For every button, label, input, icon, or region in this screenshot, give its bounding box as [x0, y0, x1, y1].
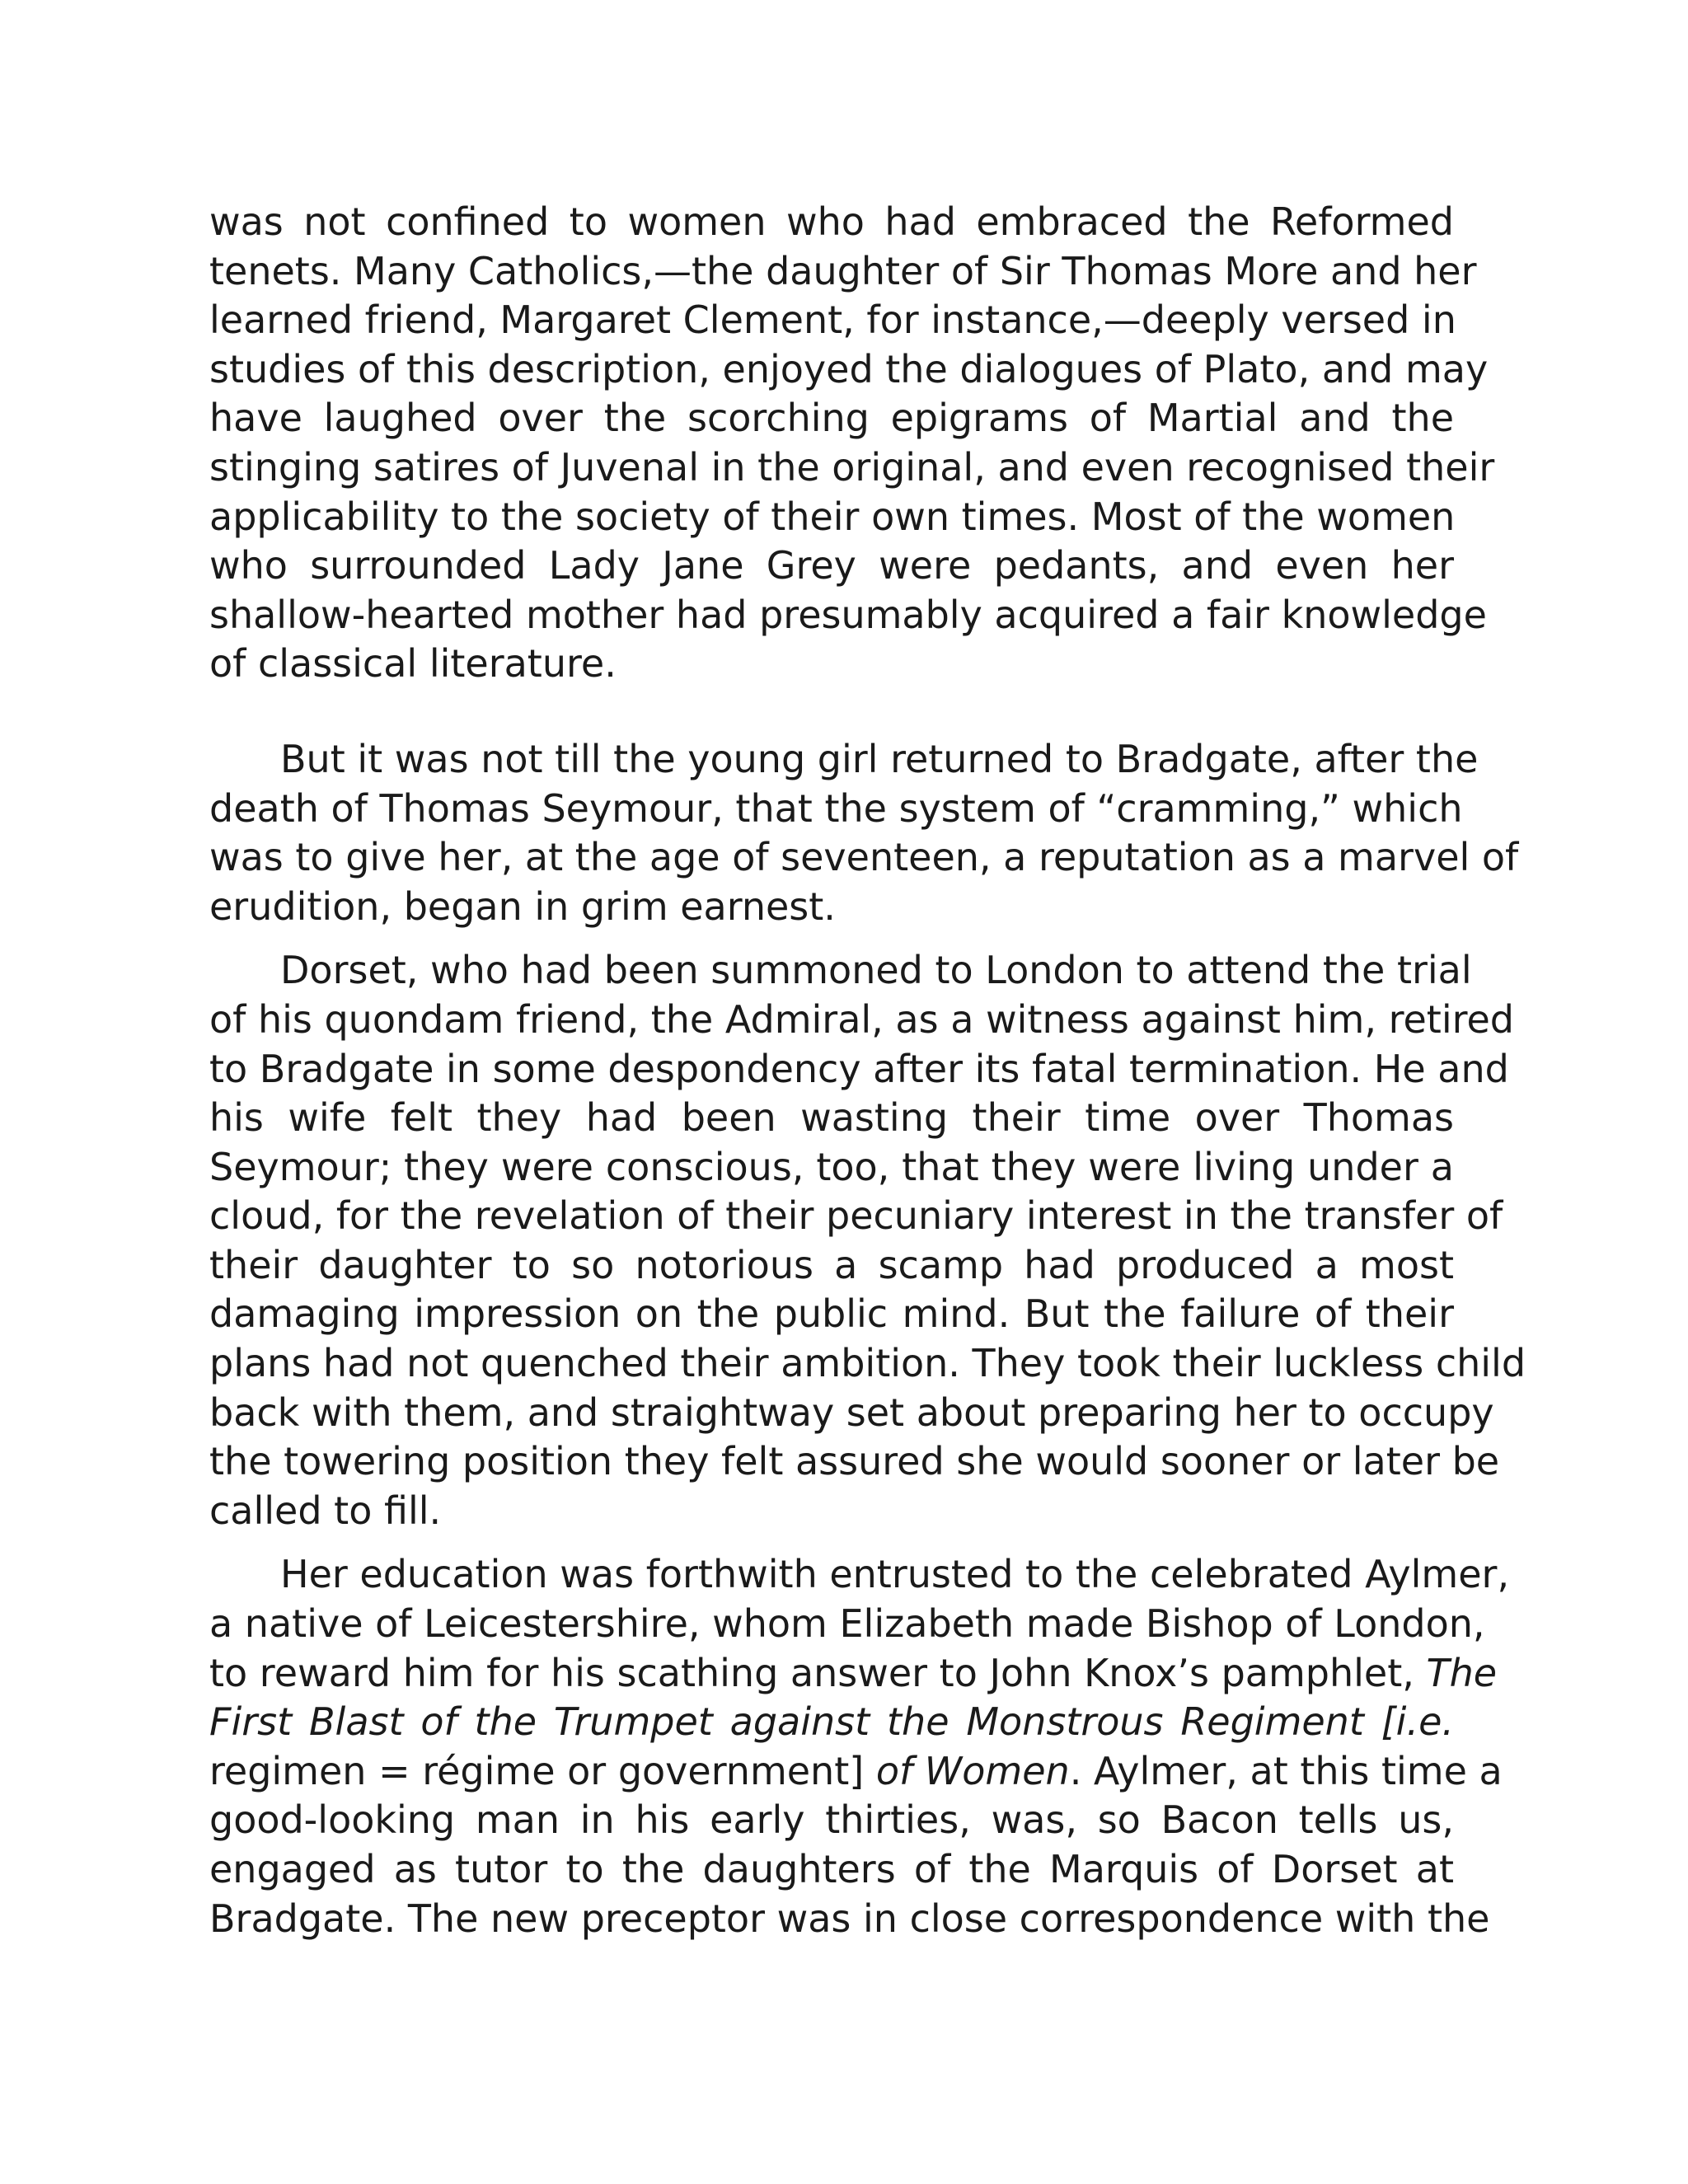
- text-line: who surrounded Lady Jane Grey were pedants, and even her: [209, 543, 1454, 588]
- text-line: [209, 1649, 1498, 1699]
- text-run: . Aylmer, at this time a: [1069, 1748, 1503, 1793]
- text-line: damaging impression on the public mind. But the failure of their: [209, 1291, 1454, 1337]
- text-line: Seymour; they were conscious, too, that they were living under a: [209, 1144, 1454, 1189]
- page-body: [209, 198, 1526, 1943]
- abbreviation-italic: i.e.: [1395, 1699, 1454, 1745]
- text-line: their daughter to so notorious a scamp had produced a most: [209, 1242, 1454, 1287]
- text-line: tenets. Many Catholics,—the daughter of Sir Thomas More and her: [209, 248, 1477, 293]
- text-line: applicability to the society of their own times. Most of the women: [209, 494, 1456, 539]
- text-line: of classical literature.: [209, 641, 617, 687]
- book-title-italic: First Blast of the Trumpet against the Monstrous Regiment [: [209, 1699, 1396, 1745]
- paragraph-2: [209, 735, 1519, 931]
- paragraph-1: [209, 198, 1495, 689]
- text-line: called to fill.: [209, 1488, 442, 1533]
- text-line: plans had not quenched their ambition. They took their luckless child: [209, 1341, 1526, 1386]
- paragraph-4: [209, 1550, 1510, 1943]
- paragraph-3: [209, 946, 1526, 1535]
- text-line: [209, 1698, 1454, 1747]
- text-line: erudition, began in grim earnest.: [209, 883, 836, 929]
- text-line: to Bradgate in some despondency after its fatal termination. He and: [209, 1046, 1509, 1091]
- text-line: death of Thomas Seymour, that the system of “cramming,” which: [209, 785, 1463, 831]
- text-line: his wife felt they had been wasting their time over Thomas: [209, 1095, 1454, 1141]
- text-run: to reward him for his scathing answer to John Knox’s pamphlet,: [209, 1650, 1427, 1695]
- book-title-italic: of Women: [875, 1748, 1070, 1793]
- text-line: back with them, and straightway set about preparing her to occupy: [209, 1390, 1494, 1435]
- text-line: good-looking man in his early thirties, was, so Bacon tells us,: [209, 1797, 1454, 1843]
- text-line: shallow-hearted mother had presumably acquired a fair knowledge: [209, 592, 1487, 637]
- text-line: [209, 1747, 1503, 1797]
- text-line: cloud, for the revelation of their pecuniary interest in the transfer of: [209, 1193, 1503, 1239]
- text-line: studies of this description, enjoyed the dialogues of Plato, and may: [209, 346, 1489, 391]
- text-line: the towering position they felt assured she would sooner or later be: [209, 1439, 1500, 1484]
- text-line: was not confined to women who had embraced the Reformed: [209, 199, 1454, 244]
- text-line: engaged as tutor to the daughters of the Marquis of Dorset at: [209, 1847, 1454, 1891]
- text-line: Her education was forthwith entrusted to the celebrated Aylmer,: [280, 1552, 1510, 1597]
- text-line: But it was not till the young girl returned to Bradgate, after the: [280, 736, 1479, 781]
- text-line: learned friend, Margaret Clement, for instance,—deeply versed in: [209, 298, 1456, 343]
- text-line: have laughed over the scorching epigrams of Martial and the: [209, 396, 1454, 441]
- text-run: regimen = régime or government]: [209, 1748, 876, 1793]
- text-line: stinging satires of Juvenal in the original, and even recognised their: [209, 444, 1495, 490]
- text-line: of his quondam friend, the Admiral, as a witness against him, retired: [209, 996, 1515, 1042]
- text-line: Dorset, who had been summoned to London to attend the trial: [280, 948, 1472, 993]
- text-line: a native of Leicestershire, whom Elizabeth made Bishop of London,: [209, 1601, 1485, 1647]
- text-line: was to give her, at the age of seventeen, a reputation as a marvel of: [209, 835, 1519, 880]
- book-title-italic: The: [1426, 1650, 1498, 1695]
- text-line: Bradgate. The new preceptor was in close correspondence with the: [209, 1896, 1490, 1941]
